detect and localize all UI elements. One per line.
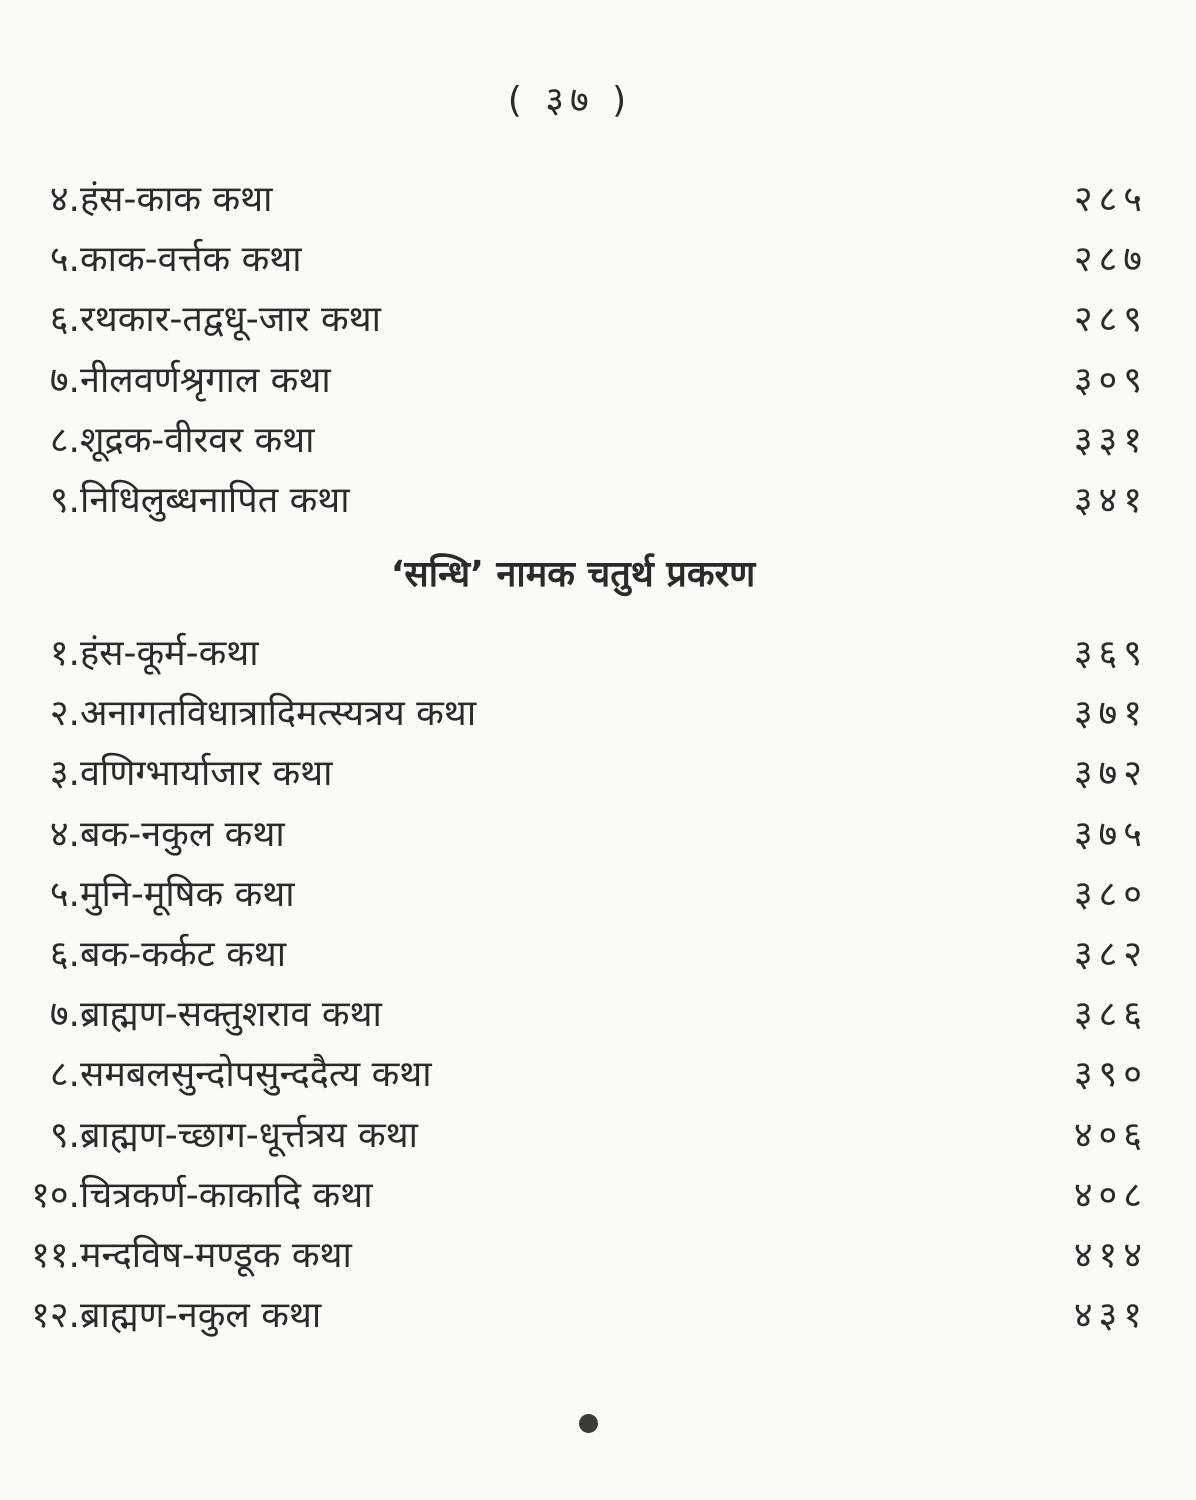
contents-entry — [0, 686, 1196, 746]
entry-number: ९. — [49, 1114, 80, 1156]
entry-title: मन्दविष-मण्डूक कथा — [80, 1234, 352, 1276]
entry-title: ब्राह्मण-सक्तुशराव कथा — [80, 994, 382, 1036]
entry-number: ८. — [49, 1054, 80, 1096]
entry-title: वणिग्भार्याजार कथा — [80, 753, 333, 795]
entry-number: ११. — [31, 1234, 80, 1276]
entry-title: निधिलुब्धनापित कथा — [80, 479, 350, 521]
entry-number: ६. — [49, 299, 80, 341]
entry-number: १०. — [31, 1174, 80, 1216]
contents-list-second — [0, 626, 1196, 1348]
contents-entry — [0, 473, 1196, 533]
page-number: ( ३७ ) — [507, 80, 633, 121]
entry-page: ४१४ — [1073, 1234, 1148, 1276]
contents-entry — [0, 292, 1196, 352]
contents-entry — [0, 172, 1196, 232]
entry-page: ३३१ — [1073, 419, 1148, 461]
entry-page: ३७१ — [1073, 693, 1148, 735]
entry-page: ३८० — [1073, 873, 1148, 915]
entry-number: ४. — [49, 179, 80, 220]
entry-page: ४०६ — [1073, 1114, 1148, 1156]
contents-entry — [0, 353, 1196, 413]
entry-page: ३९० — [1073, 1054, 1148, 1096]
entry-title: अनागतविधात्रादिमत्स्यत्रय कथा — [80, 693, 477, 735]
entry-number: ५. — [49, 873, 80, 915]
entry-page: २८९ — [1073, 299, 1148, 341]
entry-title: समबलसुन्दोपसुन्ददैत्य कथा — [80, 1054, 432, 1096]
entry-number: ९. — [49, 479, 80, 521]
contents-entry — [0, 1047, 1196, 1107]
entry-title: ब्राह्मण-नकुल कथा — [80, 1295, 322, 1337]
entry-page: ३७२ — [1073, 753, 1148, 795]
entry-page: ४३१ — [1073, 1295, 1148, 1337]
entry-page: ३६९ — [1073, 633, 1148, 674]
entry-page: ३८२ — [1073, 933, 1148, 975]
entry-title: हंस-कूर्म-कथा — [80, 633, 259, 674]
contents-entry — [0, 927, 1196, 987]
entry-title: नीलवर्णश्रृगाल कथा — [80, 359, 331, 401]
contents-entry — [0, 1108, 1196, 1168]
entry-number: ४. — [49, 813, 80, 855]
entry-title: रथकार-तद्वधू-जार कथा — [80, 299, 381, 341]
entry-number: १२. — [31, 1295, 80, 1337]
contents-entry — [0, 626, 1196, 686]
entry-number: १. — [49, 633, 80, 674]
contents-entry — [0, 1168, 1196, 1228]
contents-entry — [0, 987, 1196, 1047]
entry-number: ५. — [49, 239, 80, 281]
entry-title: मुनि-मूषिक कथा — [80, 873, 295, 915]
contents-entry — [0, 746, 1196, 806]
entry-title: बक-नकुल कथा — [80, 813, 285, 855]
entry-page: ३७५ — [1073, 813, 1148, 855]
contents-entry — [0, 232, 1196, 292]
section-heading: ‘सन्धि’ नामक चतुर्थ प्रकरण — [390, 554, 756, 595]
entry-number: ७. — [49, 994, 80, 1036]
contents-entry — [0, 807, 1196, 867]
contents-entry — [0, 867, 1196, 927]
entry-title: ब्राह्मण-च्छाग-धूर्त्तत्रय कथा — [80, 1114, 418, 1156]
entry-title: शूद्रक-वीरवर कथा — [80, 419, 315, 461]
entry-number: ३. — [49, 753, 80, 795]
entry-title: चित्रकर्ण-काकादि कथा — [80, 1174, 373, 1216]
contents-list-first — [0, 172, 1196, 533]
ornament-dot — [579, 1414, 598, 1433]
entry-title: काक-वर्त्तक कथा — [80, 239, 302, 281]
entry-page: ३८६ — [1073, 994, 1148, 1036]
contents-entry — [0, 1288, 1196, 1348]
entry-page: २८५ — [1073, 179, 1148, 220]
entry-number: ८. — [49, 419, 80, 461]
contents-entry — [0, 413, 1196, 473]
entry-page: ३०९ — [1073, 359, 1148, 401]
entry-title: हंस-काक कथा — [80, 179, 273, 220]
entry-page: ३४१ — [1073, 479, 1148, 521]
entry-number: ७. — [49, 359, 80, 401]
entry-page: ४०८ — [1073, 1174, 1148, 1216]
entry-number: २. — [49, 693, 80, 735]
entry-page: २८७ — [1073, 239, 1148, 281]
entry-number: ६. — [49, 933, 80, 975]
entry-title: बक-कर्कट कथा — [80, 933, 287, 975]
contents-entry — [0, 1228, 1196, 1288]
